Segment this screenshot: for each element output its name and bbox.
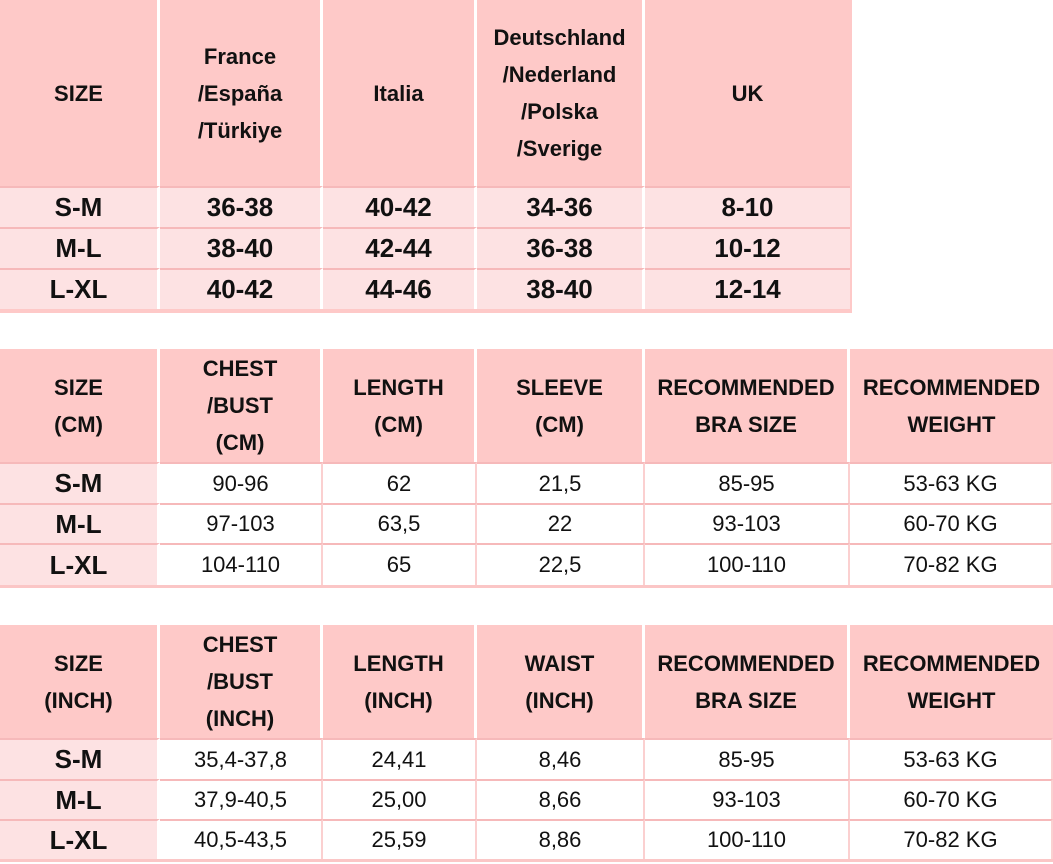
header-cell: France /España /Türkiye (160, 0, 323, 186)
table-row (0, 268, 850, 309)
table-cell: 42-44 (323, 227, 477, 268)
size-cell: L-XL (0, 268, 160, 309)
table-row (0, 543, 1053, 585)
header-cell: RECOMMENDED WEIGHT (850, 625, 1053, 738)
table-row (0, 738, 1053, 779)
table-cell: 38-40 (160, 227, 323, 268)
header-cell: Italia (323, 0, 477, 186)
table-cell: 25,00 (323, 779, 477, 819)
table-cell: 104-110 (160, 543, 323, 585)
header-cell: WAIST (INCH) (477, 625, 645, 738)
table-cell: 85-95 (645, 462, 850, 503)
header-cell: RECOMMENDED BRA SIZE (645, 625, 850, 738)
table-cell: 65 (323, 543, 477, 585)
size-cell: M-L (0, 503, 160, 543)
table-cell: 97-103 (160, 503, 323, 543)
table-cell: 8,86 (477, 819, 645, 859)
inch-measurements-table (0, 625, 1053, 862)
table-row (0, 227, 850, 268)
table-cell: 85-95 (645, 738, 850, 779)
header-cell: UK (645, 0, 850, 186)
table-cell: 93-103 (645, 503, 850, 543)
table-cell: 93-103 (645, 779, 850, 819)
size-cell: S-M (0, 462, 160, 503)
table-header-row (0, 625, 1053, 738)
table-row (0, 462, 1053, 503)
table-row (0, 779, 1053, 819)
table-cell: 35,4-37,8 (160, 738, 323, 779)
header-cell: CHEST /BUST (CM) (160, 349, 323, 462)
table-cell: 60-70 KG (850, 503, 1053, 543)
table-cell: 22 (477, 503, 645, 543)
size-conversion-table (0, 0, 852, 313)
table-cell: 53-63 KG (850, 738, 1053, 779)
table-header-row (0, 349, 1053, 462)
size-cell: L-XL (0, 819, 160, 859)
table-cell: 24,41 (323, 738, 477, 779)
size-cell: M-L (0, 227, 160, 268)
table-cell: 10-12 (645, 227, 850, 268)
table-cell: 36-38 (160, 186, 323, 227)
table-cell: 44-46 (323, 268, 477, 309)
size-cell: L-XL (0, 543, 160, 585)
table-cell: 22,5 (477, 543, 645, 585)
table-cell: 38-40 (477, 268, 645, 309)
table-cell: 36-38 (477, 227, 645, 268)
table-cell: 21,5 (477, 462, 645, 503)
table-cell: 25,59 (323, 819, 477, 859)
table-cell: 53-63 KG (850, 462, 1053, 503)
table-cell: 34-36 (477, 186, 645, 227)
table-cell: 70-82 KG (850, 543, 1053, 585)
header-cell: SIZE (CM) (0, 349, 160, 462)
header-cell: CHEST /BUST (INCH) (160, 625, 323, 738)
table-cell: 70-82 KG (850, 819, 1053, 859)
table-row (0, 819, 1053, 859)
table-cell: 60-70 KG (850, 779, 1053, 819)
table-cell: 90-96 (160, 462, 323, 503)
table-cell: 100-110 (645, 543, 850, 585)
table-cell: 40-42 (160, 268, 323, 309)
header-cell: LENGTH (CM) (323, 349, 477, 462)
size-cell: S-M (0, 738, 160, 779)
table-cell: 62 (323, 462, 477, 503)
header-cell: RECOMMENDED WEIGHT (850, 349, 1053, 462)
table-header-row (0, 0, 850, 186)
table-cell: 63,5 (323, 503, 477, 543)
size-cell: M-L (0, 779, 160, 819)
header-cell: SIZE (INCH) (0, 625, 160, 738)
header-cell: Deutschland /Nederland /Polska /Sverige (477, 0, 645, 186)
header-cell: SLEEVE (CM) (477, 349, 645, 462)
table-cell: 8,66 (477, 779, 645, 819)
table-cell: 8,46 (477, 738, 645, 779)
table-cell: 12-14 (645, 268, 850, 309)
header-cell: SIZE (0, 0, 160, 186)
size-cell: S-M (0, 186, 160, 227)
table-row (0, 503, 1053, 543)
header-cell: RECOMMENDED BRA SIZE (645, 349, 850, 462)
table-cell: 8-10 (645, 186, 850, 227)
cm-measurements-table (0, 349, 1053, 588)
table-row (0, 186, 850, 227)
table-cell: 40-42 (323, 186, 477, 227)
table-cell: 37,9-40,5 (160, 779, 323, 819)
header-cell: LENGTH (INCH) (323, 625, 477, 738)
table-cell: 100-110 (645, 819, 850, 859)
table-cell: 40,5-43,5 (160, 819, 323, 859)
